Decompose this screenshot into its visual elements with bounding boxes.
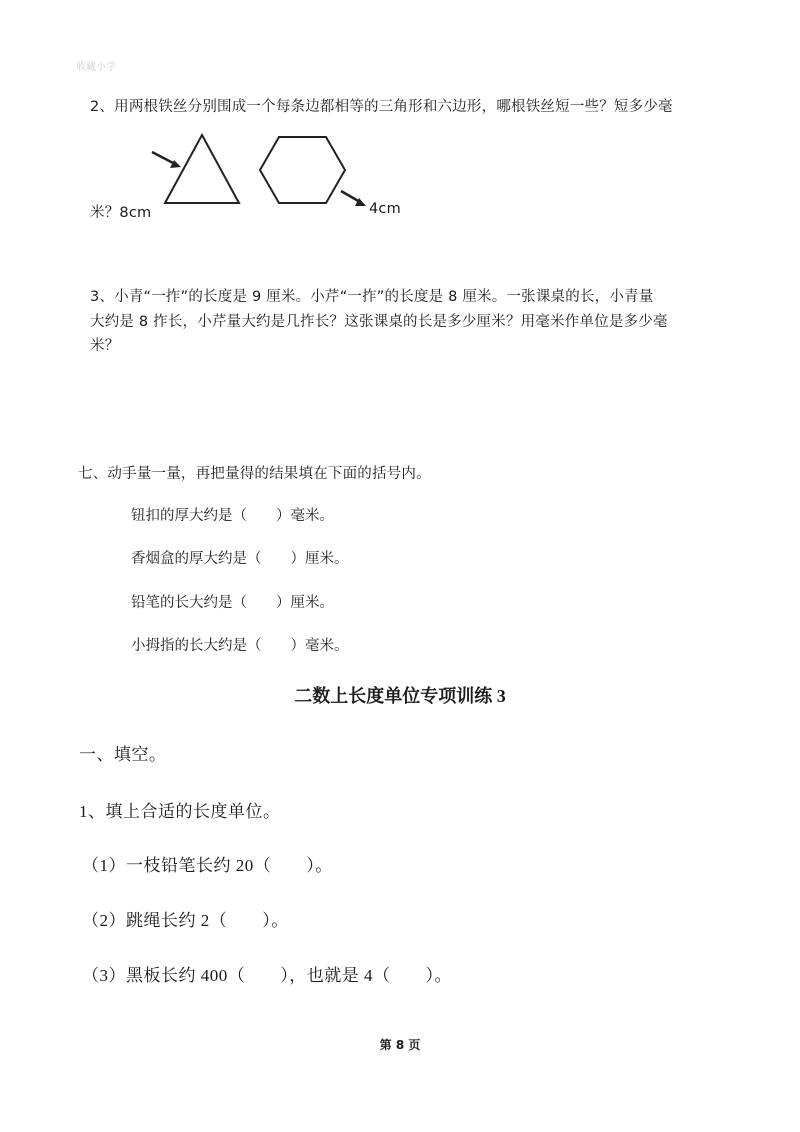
hexagon-shape [260,137,345,203]
watermark: 收藏小学 [76,62,116,73]
page-title: 二数上长度单位专项训练 3 [294,686,506,706]
question-3-line-2: 大约是 8 拃长，小芹量大约是几拃长？这张课桌的长是多少厘米？用毫米作单位是多少毫 [90,314,668,330]
triangle-shape [165,135,239,203]
question-3-line-1: 3、小青“一拃”的长度是 9 厘米。小芹“一拃”的长度是 8 厘米。一张课桌的长，小青量 [90,289,654,305]
triangle-arrow-icon [152,152,181,168]
section-7-heading: 七、动手量一量，再把量得的结果填在下面的括号内。 [78,466,431,482]
fill-item: （2）跳绳长约 2（ ）。 [82,911,289,930]
part-1-subheading: 1、填上合适的长度单位。 [79,802,281,821]
part-1-heading: 一、填空。 [79,745,167,764]
page-number: 第 8 页 [379,1038,421,1052]
fill-item: （1）一枝铅笔长约 20（ ）。 [82,856,333,875]
hexagon-arrow-icon [341,191,366,206]
measure-item: 钮扣的厚大约是（ ）毫米。 [131,508,334,524]
hexagon-side-label: 4cm [369,201,401,217]
measure-item: 铅笔的长大约是（ ）厘米。 [131,595,334,611]
question-2-line-2: 米？8cm [90,205,152,221]
fill-item: （3）黑板长约 400（ ），也就是 4（ ）。 [82,966,452,985]
measure-item: 香烟盒的厚大约是（ ）厘米。 [131,551,349,567]
question-2-line-1: 2、用两根铁丝分别围成一个每条边都相等的三角形和六边形，哪根铁丝短一些？短多少毫 [90,99,673,115]
question-3-line-3: 米？ [90,338,120,354]
measure-item: 小拇指的长大约是（ ）毫米。 [131,638,349,654]
